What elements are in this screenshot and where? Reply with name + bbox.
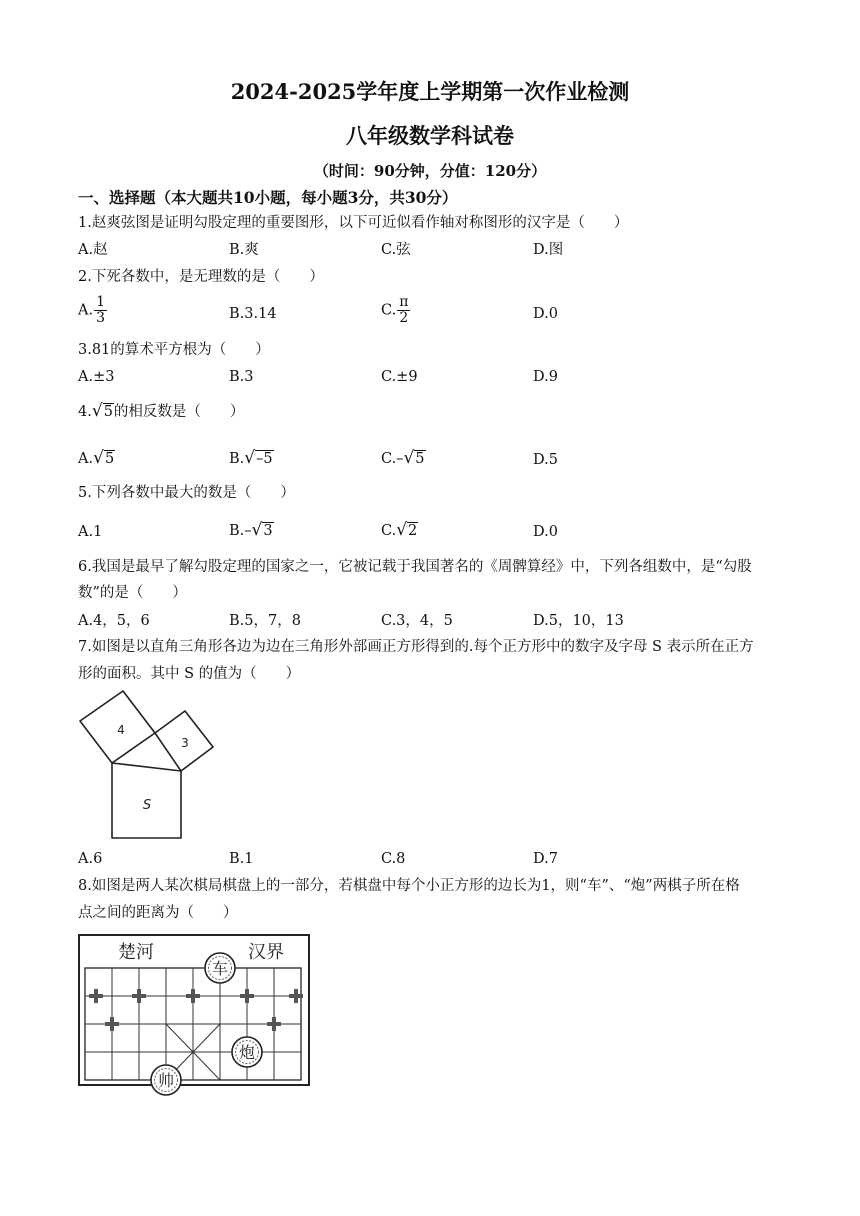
q3-option-c: C.±9 xyxy=(381,369,418,385)
q4-text: 的相反数是（ ） xyxy=(113,404,245,420)
q6-option-a: A.4，5，6 xyxy=(78,613,150,629)
q4-option-a xyxy=(78,448,115,469)
q4-option-b xyxy=(229,448,274,469)
q4-option-c-label: C.– xyxy=(381,451,404,467)
q4-option-a-label: A. xyxy=(78,451,94,467)
exam-title: 2024-2025学年度上学期第一次作业检测 xyxy=(230,79,630,104)
river-label-left: 楚河 xyxy=(118,942,154,963)
q3-option-b: B.3 xyxy=(229,369,254,385)
q5-option-b xyxy=(229,520,274,541)
radicand: –5 xyxy=(256,451,273,467)
question-8-stem-line1: 8.如图是两人某次棋局棋盘上的一部分，若棋盘中每个小正方形的边长为1，则“车”、“炮”两棋子所在格 xyxy=(78,878,740,894)
exam-info: （时间：90分钟，分值：120分） xyxy=(313,162,547,180)
q4-option-d: D.5 xyxy=(533,452,558,468)
q7-option-d: D.7 xyxy=(533,851,558,867)
sqrt-sign: √ xyxy=(93,448,104,468)
question-7-stem-line1: 7.如图是以直角三角形各边为边在三角形外部画正方形得到的.每个正方形中的数字及字母 S 表示所在正方 xyxy=(78,639,754,655)
radicand: 5 xyxy=(103,404,113,420)
exam-subtitle: 八年级数学科试卷 xyxy=(346,123,514,148)
chess-piece-pao xyxy=(232,1037,262,1067)
radicand: 5 xyxy=(415,451,425,467)
q4-option-b-label: B. xyxy=(229,451,245,467)
question-2-stem: 2.下死各数中，是无理数的是（ ） xyxy=(78,269,324,285)
chess-piece-che xyxy=(205,953,235,983)
label-s: S xyxy=(142,798,152,813)
question-1-stem: 1.赵爽弦图是证明勾股定理的重要图形，以下可近似看作轴对称图形的汉字是（ ） xyxy=(78,215,629,231)
question-3-stem: 3.81的算术平方根为（ ） xyxy=(78,342,270,358)
q1-option-d: D.图 xyxy=(533,242,564,258)
fraction-numerator: π xyxy=(399,294,409,310)
piece-label-shuai: 帅 xyxy=(157,1071,175,1090)
q1-option-c: C.弦 xyxy=(381,242,411,258)
q5-option-a: A.1 xyxy=(78,524,103,540)
q2-option-c xyxy=(381,295,410,326)
question-6-stem-line1: 6.我国是最早了解勾股定理的国家之一，它被记载于我国著名的《周髀算经》中，下列各组数中，是“勾股 xyxy=(78,559,752,575)
label-3: 3 xyxy=(181,736,189,750)
sqrt-sign: √ xyxy=(244,448,256,468)
q2-option-a xyxy=(78,295,107,326)
q2-option-a-label: A. xyxy=(78,302,94,319)
q4-number: 4. xyxy=(78,404,92,420)
fraction-one-third xyxy=(94,295,107,326)
radicand: 5 xyxy=(104,451,115,467)
question-4-stem xyxy=(78,401,244,422)
q7-option-c: C.8 xyxy=(381,851,406,867)
chess-board-figure xyxy=(78,934,312,1098)
river-label-right: 汉界 xyxy=(248,942,284,963)
q6-option-c: C.3，4，5 xyxy=(381,613,453,629)
fraction-denominator: 2 xyxy=(399,310,409,326)
fraction-numerator: 1 xyxy=(96,294,106,310)
chess-piece-shuai xyxy=(151,1065,181,1095)
q7-option-b: B.1 xyxy=(229,851,254,867)
radicand: 3 xyxy=(263,523,273,539)
q3-option-d: D.9 xyxy=(533,369,558,385)
label-4: 4 xyxy=(117,723,125,737)
piece-label-che: 车 xyxy=(211,959,229,978)
q1-option-a: A.赵 xyxy=(78,242,108,258)
question-7-stem-line2: 形的面积。其中 S 的值为（ ） xyxy=(78,666,301,682)
q7-option-a: A.6 xyxy=(78,851,103,867)
question-8-stem-line2: 点之间的距离为（ ） xyxy=(78,905,238,921)
q5-option-c-label: C. xyxy=(381,523,397,539)
q1-option-b: B.爽 xyxy=(229,242,259,258)
question-5-stem: 5.下列各数中最大的数是（ ） xyxy=(78,485,295,501)
q6-option-b: B.5，7，8 xyxy=(229,613,301,629)
q5-option-d: D.0 xyxy=(533,524,558,540)
q6-option-d: D.5，10，13 xyxy=(533,613,624,629)
sqrt-sign: √ xyxy=(396,520,408,540)
q2-option-b: B.3.14 xyxy=(229,306,277,322)
section-heading: 一、选择题（本大题共10小题，每小题3分，共30分） xyxy=(78,188,458,207)
q2-option-d: D.0 xyxy=(533,306,558,322)
pythagoras-squares-figure xyxy=(75,688,225,848)
q5-option-b-label: B.– xyxy=(229,523,252,539)
question-6-stem-line2: 数”的是（ ） xyxy=(78,585,187,601)
piece-label-pao: 炮 xyxy=(238,1043,256,1062)
sqrt-sign: √ xyxy=(91,401,103,421)
fraction-denominator: 3 xyxy=(96,310,106,326)
sqrt-sign: √ xyxy=(403,448,415,468)
q2-option-c-label: C. xyxy=(381,302,397,319)
q5-option-c xyxy=(381,520,418,541)
q4-option-c xyxy=(381,448,426,469)
fraction-pi-over-two xyxy=(397,295,410,326)
radicand: 2 xyxy=(408,523,418,539)
q3-option-a: A.±3 xyxy=(78,369,115,385)
position-markers xyxy=(89,989,303,1031)
sqrt-sign: √ xyxy=(251,520,263,540)
